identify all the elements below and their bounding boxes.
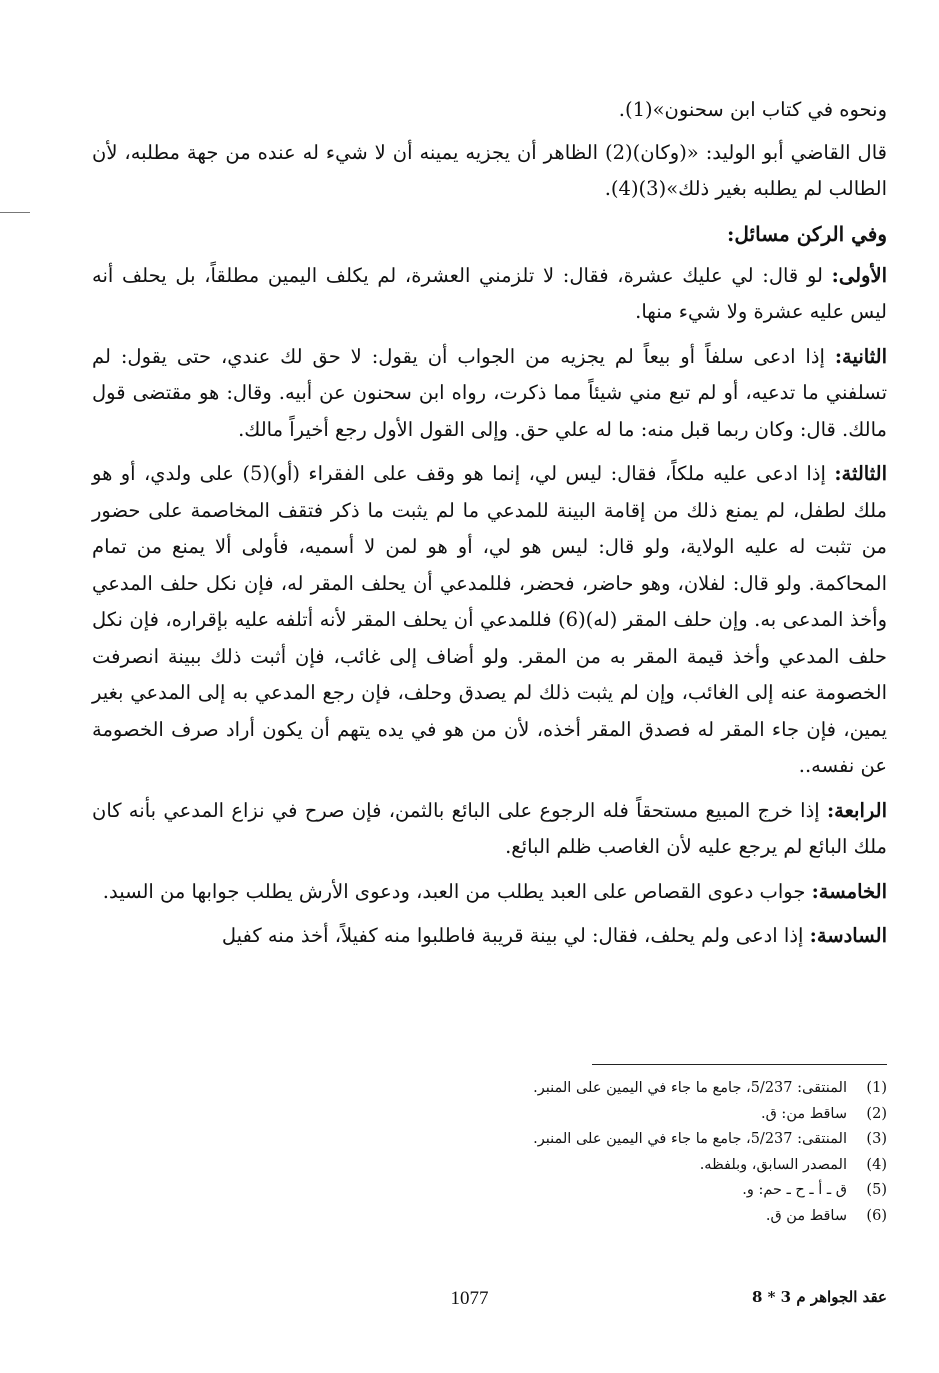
qadi-paragraph: قال القاضي أبو الوليد: «(وكان)(2) الظاهر أن يجزيه يمينه أن لا شيء له عنده من جهة مطلبه، لأن الطالب لم يطلبه بغير ذلك»(3)(4). — [92, 140, 887, 200]
footnote-text: ساقط من ق. — [765, 1207, 847, 1224]
issue-text: إذا ادعى سلفاً أو بيعاً لم يجزيه من الجواب أن يقول: لا حق لك عندي، حتى يقول: لم تسلفني ما تدعيه، أو لم تبع مني شيئاً مما ذكرت، رواه ابن سحنون عن أبيه. وقال: هو مقتضى قول مالك. قال: وكان ربما قبل منه: ما له علي حق. وإلى القول الأول رجع أخيراً مالك. — [92, 344, 887, 441]
footnote-text: المصدر السابق، وبلفظه. — [699, 1156, 847, 1173]
footnote-text: المنتقى: 5/237، جامع ما جاء في اليمين على المنبر. — [533, 1080, 847, 1096]
issue-text: إذا خرج المبيع مستحقاً فله الرجوع على البائع بالثمن، فإن صرح في نزاع المدعي بأنه كان ملك البائع لم يرجع عليه لأن الغاصب ظلم البائع. — [92, 798, 887, 858]
issue-text: إذا ادعى ولم يحلف، فقال: لي بينة قريبة فاطلبوا منه كفيلاً، أخذ منه كفيل — [221, 924, 810, 947]
issue-text: جواب دعوى القصاص على العبد يطلب من العبد، ودعوى الأرش يطلب جوابها من السيد. — [102, 879, 812, 903]
footnote-item — [92, 1127, 887, 1153]
book-signature: عقد الجواهر م 3 * 8 — [751, 1288, 887, 1306]
issue-heading: السادسة: — [809, 924, 887, 947]
footnote-number: (3) — [866, 1131, 887, 1147]
footnote-number: (6) — [866, 1207, 887, 1224]
issue-heading: الرابعة: — [826, 798, 887, 822]
footnote-number: (5) — [866, 1182, 887, 1198]
issue-heading: الثالثة: — [834, 462, 887, 485]
issue-paragraph-5 — [92, 874, 887, 911]
footnote-text: ساقط من: ق. — [760, 1105, 847, 1122]
footnote-number: (4) — [866, 1156, 887, 1173]
footnote-number: (2) — [866, 1105, 887, 1122]
issue-paragraph-2 — [92, 339, 887, 449]
footnote-item — [92, 1076, 887, 1102]
issue-text: لو قال: لي عليك عشرة، فقال: لا تلزمني العشرة، لم يكلف اليمين مطلقاً، بل يحلف أنه ليس عليه عشرة ولا شيء منها. — [92, 263, 887, 323]
footnote-item — [92, 1204, 887, 1230]
footnote-text: المنتقى: 5/237، جامع ما جاء في اليمين على المنبر. — [533, 1131, 847, 1147]
issue-heading: الخامسة: — [811, 879, 887, 903]
issue-paragraph-3 — [92, 456, 887, 785]
page-body — [92, 92, 887, 963]
page-number: 1077 — [450, 1288, 489, 1309]
issue-heading: الأولى: — [831, 263, 887, 287]
issue-paragraph-6 — [92, 918, 887, 955]
footnote-item — [92, 1102, 887, 1128]
issue-paragraph-1 — [92, 258, 887, 331]
footnote-divider — [592, 1064, 887, 1065]
intro-paragraph: ونحوه في كتاب ابن سحنون»(1). — [618, 98, 887, 121]
section-heading: وفي الركن مسائل: — [727, 221, 887, 246]
margin-mark — [0, 212, 30, 213]
issue-paragraph-4 — [92, 793, 887, 866]
footnote-item — [92, 1178, 887, 1204]
footnote-text: ق ـ أ ـ ح ـ حم: و. — [742, 1182, 847, 1198]
issue-heading: الثانية: — [834, 344, 887, 368]
footnote-number: (1) — [866, 1080, 887, 1096]
footnote-item — [92, 1153, 887, 1179]
footnotes — [92, 1076, 887, 1229]
issue-text: إذا ادعى عليه ملكاً، فقال: ليس لي، إنما هو وقف على الفقراء (أو)(5) على ولدي، أو هو ملك لطفل، لم يمنع ذلك من إقامة البينة للمدعي ما لم يثبت ما ذكر فتقف المخاصمة على حضور من تثبت له عليه الولاية، ولو قال: ليس هو لي، أو هو لمن لا أسميه، فأولى ألا يمنع من تمام المحاكمة. ولو قال: لفلان، وهو حاضر، فحضر، فللمدعي أن يحلف المقر له، فإن نكل حلف المدعي وأخذ المدعى به. وإن حلف المقر (له)(6) فللمدعي أن يحلف المقر لأنه أتلفه عليه بإقراره، فإن نكل حلف المدعي وأخذ قيمة المقر به من المقر. ولو أضاف إلى غائب، فإن أثبت ذلك ببينة انصرفت الخصومة عنه إلى الغائب، وإن لم يثبت ذلك لم يصدق وحلف، فإن رجع المدعي به إلى المدعي بغير يمين، فإن جاء المقر له فصدق المقر أخذه، لأن من هو في يده يتهم أن يكون أراد صرف الخصومة عن نفسه.. — [92, 462, 887, 777]
